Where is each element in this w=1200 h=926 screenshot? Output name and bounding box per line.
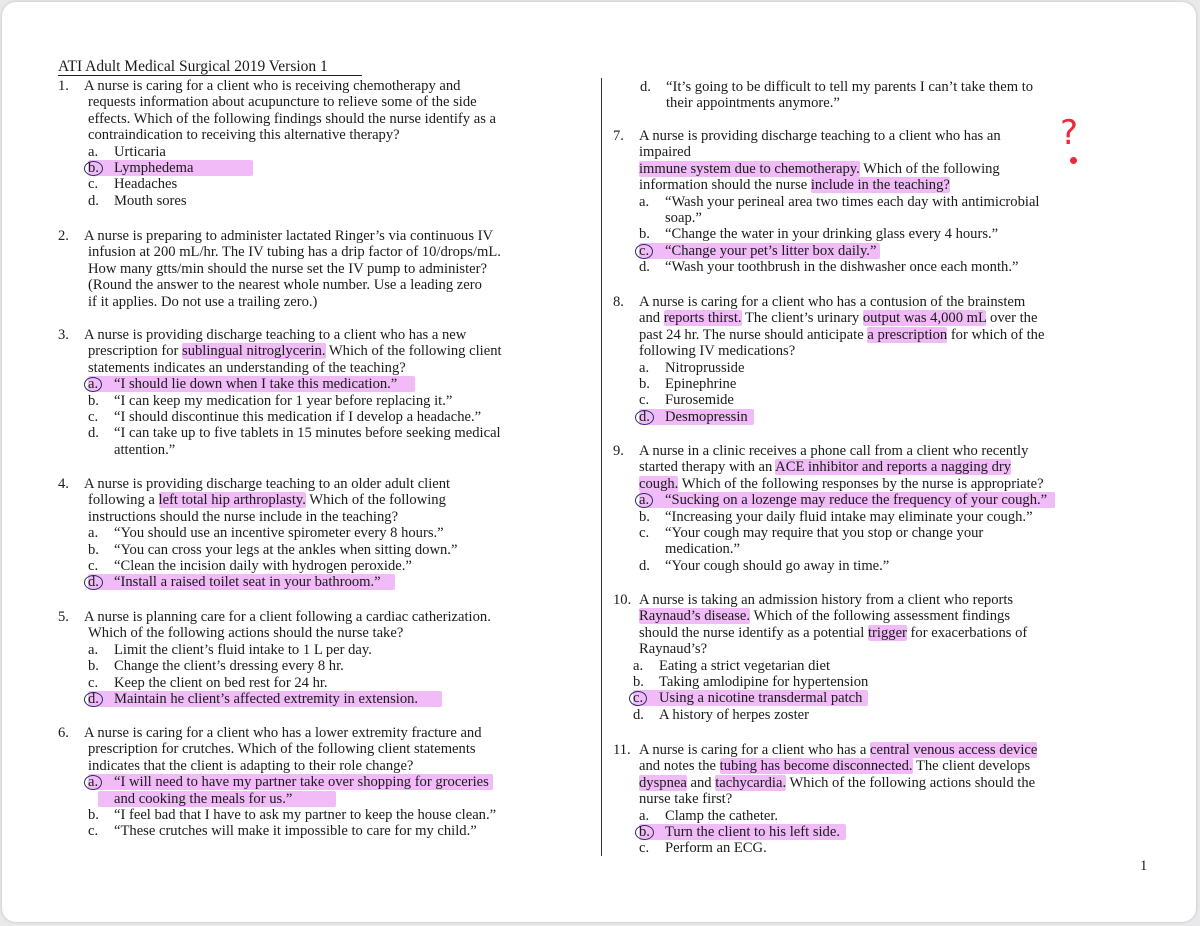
option-a: a. “I will need to have my partner take over shopping for groceries — [58, 774, 496, 790]
option-c: c. Perform an ECG. — [639, 840, 767, 857]
highlight: ACE inhibitor and reports a nagging dry — [775, 459, 1012, 476]
question-10: 10. A nurse is taking an admission history from a client who reports Raynaud’s disease. Which of the following assessment findings should the nurse identify as a potential trigger for exacerbations of Raynaud’s? a. Eating a strict vegetarian diet b. Taking amlodipine for hypertension c. Using a nicotine transdermal patch d. A history of herpes zoster — [613, 592, 1028, 723]
question-3: 3. A nurse is providing discharge teaching to a client who has a new prescription for sublingual nitroglycerin. Which of the following client statements indicates an understanding of the teaching? a. “I should lie down when I take this medication.” b. “I can keep my medication for 1 year before replacing it.” c. “I should discontinue this medication if I develop a headache.” d. “I can take up to five tablets in 15 minutes before seeking medical attention.” — [58, 327, 502, 458]
answer-circle: d. — [84, 692, 103, 707]
question-text: instructions should the nurse include in the teaching? — [88, 508, 399, 525]
question-text: infusion at 200 mL/hr. The IV tubing has a drip factor of 10/drops/mL. — [88, 244, 501, 261]
answer-circle: b. — [635, 825, 654, 840]
answer-circle: a. — [84, 377, 102, 392]
highlight: Raynaud’s disease. — [639, 608, 751, 625]
option-a: a. Urticaria — [88, 143, 166, 160]
option-c: c. “Your cough may require that you stop or change your — [639, 524, 984, 541]
question-number: 2. — [58, 228, 69, 244]
option-d: d. “Install a raised toilet seat in your bathroom.” — [58, 574, 457, 590]
question-text: A nurse is providing discharge teaching to a client who has a new — [84, 327, 467, 343]
column-divider — [601, 78, 602, 856]
question-7: 7. A nurse is providing discharge teaching to a client who has an impaired immune system due to chemotherapy. Which of the following information should the nurse include in the teaching? a. “Wash your perineal area two times each day with antimicrobial soap.” b. “Change the water in your drinking glass every 4 hours.” c. “Change your pet’s litter box daily.” d. “Wash your toothbrush in the dishwasher once each month.” — [613, 128, 1040, 276]
question-number: 10. — [613, 592, 632, 608]
question-text: A nurse is caring for a client who is receiving chemotherapy and — [84, 78, 461, 94]
highlight: a prescription — [867, 326, 948, 343]
question-number: 8. — [613, 294, 624, 310]
option-a: a. “Sucking on a lozenge may reduce the frequency of your cough.” — [613, 492, 1055, 508]
option-b: b. “I feel bad that I have to ask my partner to keep the house clean.” — [88, 806, 497, 823]
answer-circle: d. — [84, 575, 103, 590]
highlight: tubing has become disconnected. — [719, 758, 913, 775]
question-text: A nurse is planning care for a client following a cardiac catherization. — [84, 609, 491, 625]
highlight: include in the teaching? — [810, 177, 950, 194]
highlight: left total hip arthroplasty. — [158, 492, 306, 509]
option-d: d. A history of herpes zoster — [633, 706, 809, 723]
question-9: 9. A nurse in a clinic receives a phone call from a client who recently started therapy with an ACE inhibitor and reports a nagging dry cough. Which of the following responses by the nurse is appropriate? a. “Sucking on a lozenge may reduce the frequency of your cough.” b. “Increasing your daily fluid intake may eliminate your cough.” c. “Your cough may require that you stop or change your medication.” d. “Your cough should go away in time.” — [613, 443, 1055, 574]
answer-circle: b. — [84, 161, 103, 176]
question-text: (Round the answer to the nearest whole number. Use a leading zero — [88, 277, 482, 294]
highlight: dyspnea — [639, 774, 687, 791]
option-b: b. Epinephrine — [639, 375, 737, 392]
option-d: d. “Wash your toothbrush in the dishwasher once each month.” — [639, 259, 1019, 276]
question-text: prescription for crutches. Which of the following client statements — [88, 741, 476, 758]
highlight: cough. — [639, 475, 679, 492]
option-c: c. Headaches — [88, 176, 178, 193]
option-b: b. “You can cross your legs at the ankles when sitting down.” — [88, 541, 458, 558]
option-b: b. “Increasing your daily fluid intake may eliminate your cough.” — [639, 508, 1033, 525]
question-4: 4. A nurse is providing discharge teaching to an older adult client following a left total hip arthroplasty. Which of the following instructions should the nurse include in the teaching? a. “You should use an incentive spirometer every 8 hours.” b. “You can cross your legs at the ankles when sitting down.” c. “Clean the incision daily with hydrogen peroxide.” d. “Install a raised toilet seat in your bathroom.” — [58, 476, 458, 591]
question-text: indicates that the client is adapting to their role change? — [88, 757, 414, 774]
question-8: 8. A nurse is caring for a client who has a contusion of the brainstem and reports thirst. The client’s urinary output was 4,000 mL over the past 24 hr. The nurse should anticipate a prescription for which of the following IV medications? a. Nitroprusside b. Epinephrine c. Furosemide d. Desmopressin — [613, 294, 1045, 425]
option-c: c. “I should discontinue this medication if I develop a headache.” — [88, 408, 482, 425]
answer-circle: c. — [629, 691, 647, 706]
option-b: b. Taking amlodipine for hypertension — [633, 673, 869, 690]
option-b: b. Lymphedema — [58, 160, 496, 176]
question-text: if it applies. Do not use a trailing zero.) — [88, 293, 318, 310]
highlight: reports thirst. — [663, 310, 742, 327]
option-c: c. “Change your pet’s litter box daily.” — [613, 243, 1039, 259]
highlight: output was 4,000 mL — [862, 310, 987, 327]
question-number: 7. — [613, 128, 624, 144]
question-5 — [58, 609, 491, 707]
question-text: A nurse is preparing to administer lactated Ringer’s via continuous IV — [84, 228, 494, 244]
question-number: 11. — [613, 742, 631, 758]
document-title: ATI Adult Medical Surgical 2019 Version 1 — [58, 58, 362, 76]
question-mark-annotation: ? — [1060, 113, 1079, 153]
option-b: b. “Change the water in your drinking glass every 4 hours.” — [639, 226, 999, 243]
question-number: 5. — [58, 609, 69, 625]
option-c: c. Using a nicotine transdermal patch — [613, 690, 1027, 706]
question-text: A nurse is taking an admission history from a client who reports — [639, 592, 1014, 608]
question-text: effects. Which of the following findings should the nurse identify as a — [88, 110, 496, 127]
option-c: c. Furosemide — [639, 392, 734, 409]
highlight: immune system due to chemotherapy. — [639, 160, 860, 177]
option-d: d. “Your cough should go away in time.” — [639, 557, 890, 574]
question-text: A nurse is providing discharge teaching to a client who has an — [639, 128, 1001, 144]
option-b: b. Turn the client to his left side. — [613, 824, 1037, 840]
option-d: d. Desmopressin — [613, 409, 1044, 425]
question-6: 6. A nurse is caring for a client who has a lower extremity fracture and prescription for crutches. Which of the following client statements indicates that the client is adapting to their role change? a. “I will need to have my partner take over shopping for groceries and cooking the meals for us.” b. “I feel bad that I have to ask my partner to keep the house clean.” c. “These crutches will make it impossible to care for my child.” — [58, 725, 497, 840]
option-a: a. “I should lie down when I take this medication.” — [58, 376, 502, 392]
question-text: A nurse is providing discharge teaching to an older adult client — [84, 476, 451, 492]
question-text: Which of the following actions should the nurse take? — [88, 625, 404, 642]
option-d: d. Mouth sores — [88, 192, 187, 209]
document-page — [2, 2, 1196, 922]
option-a: a. Eating a strict vegetarian diet — [633, 657, 830, 674]
answer-circle: a. — [84, 775, 102, 790]
option-c: c. “Clean the incision daily with hydrogen peroxide.” — [88, 557, 412, 574]
annotation-dot — [1070, 157, 1077, 164]
question-text: How many gtts/min should the nurse set the IV pump to administer? — [88, 260, 487, 277]
answer-circle: a. — [635, 493, 653, 508]
highlight: tachycardia. — [715, 774, 787, 791]
option-c: c. “These crutches will make it impossible to care for my child.” — [88, 823, 477, 840]
question-text: requests information about acupuncture to relieve some of the side — [88, 94, 477, 111]
option-d: d. “I can take up to five tablets in 15 minutes before seeking medical — [88, 425, 501, 442]
highlight: central venous access device — [870, 742, 1038, 758]
question-text: contraindication to receiving this alternative therapy? — [88, 127, 400, 144]
question-text: statements indicates an understanding of the teaching? — [88, 359, 406, 376]
option-a: a. “Wash your perineal area two times each day with antimicrobial — [639, 193, 1040, 210]
question-2 — [58, 228, 501, 310]
answer-circle: c. — [635, 244, 653, 259]
question-6-option-d: d. “It’s going to be difficult to tell my parents I can’t take them to their appointments anymore.” — [640, 79, 1034, 112]
option-b: b. “I can keep my medication for 1 year before replacing it.” — [88, 392, 453, 409]
question-number: 4. — [58, 476, 69, 492]
question-number: 6. — [58, 725, 69, 741]
option-d: d. Maintain he client’s affected extremity in extension. — [58, 691, 491, 707]
question-text: A nurse is caring for a client who has a lower extremity fracture and — [84, 725, 482, 741]
option-a: a. Clamp the catheter. — [639, 807, 779, 824]
option-c: c. Keep the client on bed rest for 24 hr. — [88, 674, 328, 691]
option-b: b. Change the client’s dressing every 8 hr. — [88, 658, 344, 675]
question-11: 11. A nurse is caring for a client who has a central venous access device and notes the tubing has become disconnected. The client develops dyspnea and tachycardia. Which of the following actions should the nurse take first? a. Clamp the catheter. b. Turn the client to his left side. c. Perform an ECG. — [613, 742, 1038, 857]
question-text: A nurse is caring for a client who has a contusion of the brainstem — [639, 294, 1026, 310]
option-a: a. Nitroprusside — [639, 359, 745, 376]
highlight: sublingual nitroglycerin. — [182, 343, 326, 360]
question-number: 9. — [613, 443, 624, 459]
page-number: 1 — [1140, 858, 1148, 874]
question-1 — [58, 78, 496, 209]
option-a: a. “You should use an incentive spirometer every 8 hours.” — [88, 525, 444, 542]
question-number: 1. — [58, 78, 69, 94]
question-text: A nurse in a clinic receives a phone call from a client who recently — [639, 443, 1029, 459]
answer-circle: d. — [635, 410, 654, 425]
option-a: a. Limit the client’s fluid intake to 1 L per day. — [88, 641, 372, 658]
highlight: trigger — [868, 624, 907, 641]
question-number: 3. — [58, 327, 69, 343]
